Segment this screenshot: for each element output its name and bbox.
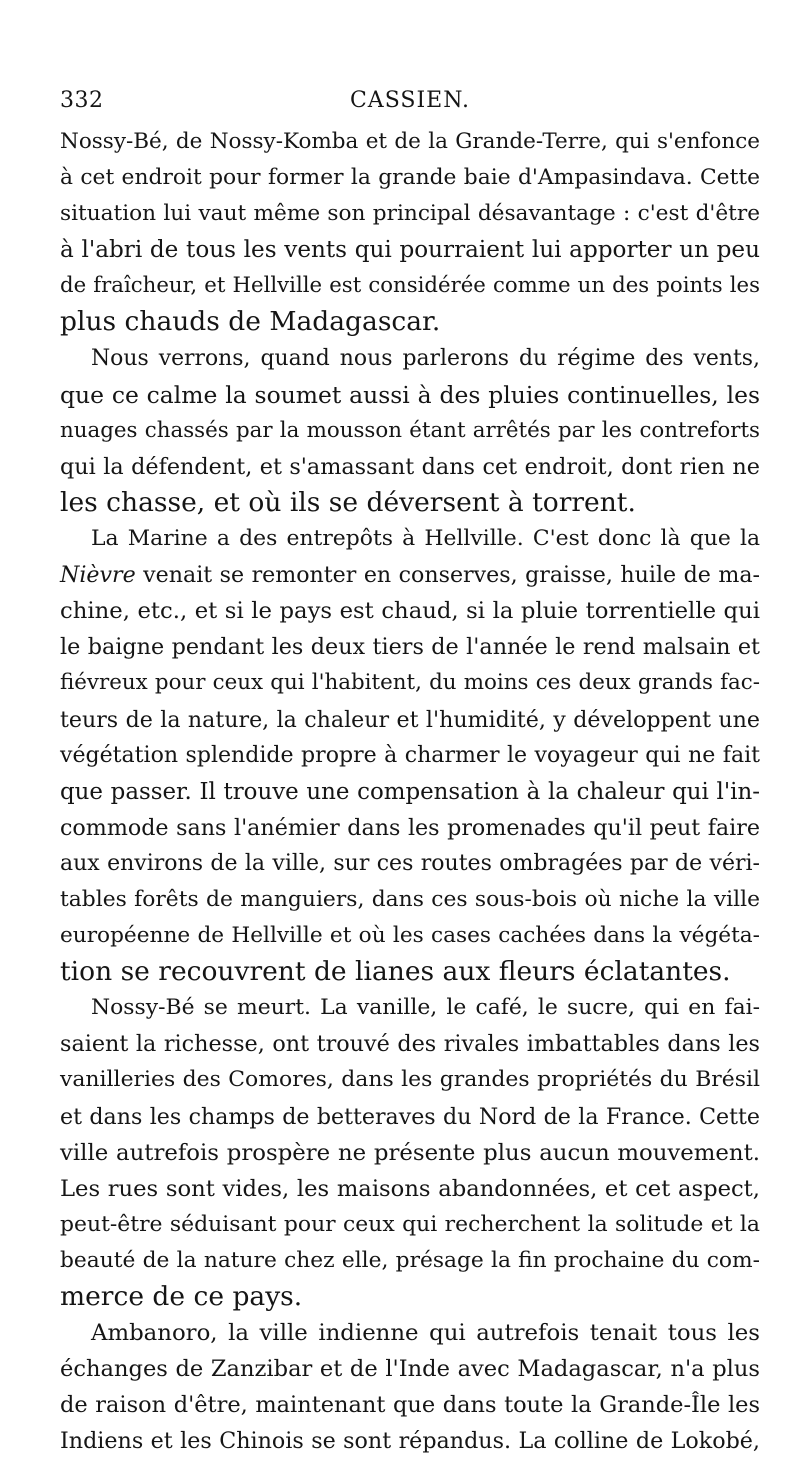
- paragraph: [60, 521, 760, 990]
- text-line: saient la richesse, ont trouvé des rivales imbattables dans les: [60, 1031, 760, 1058]
- text-line: le baigne pendant les deux tiers de l'année le rend malsain et: [60, 634, 760, 661]
- paragraph: [60, 990, 760, 1315]
- text-line: de fraîcheur, et Hellville est considérée comme un des points les: [60, 273, 760, 299]
- paragraph: [60, 341, 760, 521]
- text-line: beauté de la nature chez elle, présage la fin prochaine du com-: [60, 1247, 760, 1273]
- text-line: Nous verrons, quand nous parlerons du régime des vents,: [91, 345, 760, 371]
- text-line: végétation splendide propre à charmer le voyageur qui ne fait: [60, 742, 760, 768]
- text-line: que passer. Il trouve une compensation à la chaleur qui l'in-: [60, 778, 760, 805]
- paragraph: [60, 124, 760, 341]
- text-line: nuages chassés par la mousson étant arrêtés par les contreforts: [60, 417, 760, 443]
- text-line: commode sans l'anémier dans les promenades qu'il peut faire: [60, 814, 760, 841]
- text-line: ville autrefois prospère ne présente plus aucun mouvement.: [60, 1139, 760, 1166]
- text-line: Les rues sont vides, les maisons abandonnées, et cet aspect,: [60, 1175, 760, 1202]
- text-line: teurs de la nature, la chaleur et l'humidité, y développent une: [60, 706, 760, 733]
- text-line: chine, etc., et si le pays est chaud, si la pluie torrentielle qui: [60, 598, 760, 625]
- ship-name-italic: Nièvre: [60, 562, 136, 589]
- text-line: que ce calme la soumet aussi à des pluies continuelles, les: [60, 380, 760, 409]
- text-line: fiévreux pour ceux qui l'habitent, du moins ces deux grands fac-: [60, 670, 760, 696]
- text-line: échanges de Zanzibar et de l'Inde avec Madagascar, n'a plus: [60, 1356, 760, 1383]
- text-line: tion se recouvrent de lianes aux fleurs éclatantes.: [60, 956, 731, 988]
- text-line: merce de ce pays.: [60, 1281, 303, 1312]
- text-line: Nossy-Bé se meurt. La vanille, le café, le sucre, qui en fai-: [91, 995, 760, 1021]
- body-text: [60, 124, 760, 1459]
- text-line: peut-être séduisant pour ceux qui recherchent la solitude et la: [60, 1211, 760, 1237]
- paragraph: [60, 1315, 760, 1459]
- text-line: plus chauds de Madagascar.: [60, 306, 441, 338]
- text-line: qui la défendent, et s'amassant dans cet endroit, dont rien ne: [60, 453, 760, 480]
- text-line: vanilleries des Comores, dans les grandes propriétés du Brésil: [60, 1067, 760, 1093]
- page-header: [60, 80, 760, 120]
- text-line: aux environs de la ville, sur ces routes ombragées par de véri-: [60, 850, 760, 876]
- text-line: européenne de Hellville et où les cases cachées dans la végéta-: [60, 923, 760, 949]
- text-line: les chasse, et où ils se déversent à torrent.: [60, 486, 636, 518]
- running-title: CASSIEN.: [349, 88, 471, 113]
- text-line: situation lui vaut même son principal désavantage : c'est d'être: [60, 201, 760, 227]
- text-line: Nossy-Bé, de Nossy-Komba et de la Grande-Terre, qui s'enfonce: [60, 129, 760, 154]
- text-line: La Marine a des entrepôts à Hellville. C'est donc là que la: [91, 526, 760, 552]
- text-line: [60, 557, 760, 593]
- text-line: Ambanoro, la ville indienne qui autrefois tenait tous les: [91, 1320, 760, 1347]
- page-number: 332: [60, 88, 104, 113]
- text-line: à cet endroit pour former la grande baie d'Ampasindava. Cette: [60, 165, 760, 191]
- text-line-rest: venait se remonter en conserves, graisse, huile de ma-: [135, 562, 760, 589]
- text-line: tables forêts de manguiers, dans ces sous-bois où niche la ville: [60, 886, 760, 912]
- text-line: de raison d'être, maintenant que dans toute la Grande-Île les: [60, 1392, 760, 1419]
- text-line: Indiens et les Chinois se sont répandus. La colline de Lokobé,: [60, 1428, 760, 1455]
- text-line: et dans les champs de betteraves du Nord de la France. Cette: [60, 1103, 760, 1130]
- text-line: à l'abri de tous les vents qui pourraient lui apporter un peu: [60, 237, 760, 264]
